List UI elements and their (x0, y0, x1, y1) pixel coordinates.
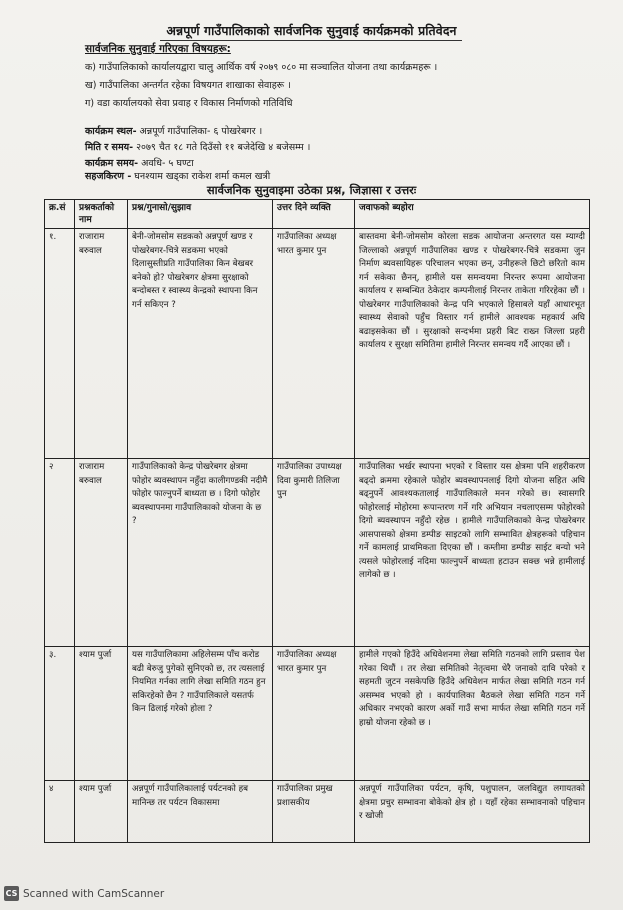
cell-name: राजाराम बरुवाल (75, 459, 128, 647)
table-row (45, 229, 590, 459)
cell-responder: गाउँपालिका प्रमुख प्रशासकीय (273, 781, 355, 843)
topic-item: ग) वडा कार्यालयको सेवा प्रवाह र विकास निर्माणको गतिविधि (85, 98, 293, 109)
meta-label: सहजकिरण - (85, 171, 132, 182)
cell-name: श्याम पुर्जा (75, 647, 128, 781)
table-row (45, 647, 590, 781)
meta-label: कार्यक्रम स्थल- (85, 126, 137, 137)
table-row (45, 459, 590, 647)
cell-answer: गाउँपालिका भर्खर स्थापना भएको र विस्तार यस क्षेत्रमा पनि शहरीकरण बढ्दो क्रममा रहेकाले फोहोर ब्यवस्थापनलाई दिगो योजना सहित अघि बढ्नुपर्ने आवश्यकतालाई गाउँपालिकाले मनन गरेको छ। स्वासगरि फोहोरलाई मोहोरमा रूपान्तरण गर्ने गरि अभियान नचलाएसम्म फोहोरको दिगो ब्यवस्थापन नहुँदो रहेछ । हामीले गाउँपालिकाको केन्द्र पोखरेबगर आसपासको क्षेत्रमा डम्पीङ साइटको लागि सम्भावित क्षेत्रहरूको पहिचान गर्ने कामलाई प्राथमिकता दिएका छौं । कम्तीमा डम्पीङ साईट बन्यो भने त्यसले फोहोरलाई नदिमा फाल्नुपर्ने बाध्यता हटाउन सक्छ भन्ने हामीलाई लागेको छ । (355, 459, 590, 647)
meta-facilitators (85, 169, 270, 182)
table-header-row (45, 200, 590, 229)
cell-responder: गाउँपालिका उपाध्यक्ष दिवा कुमारी तिलिजा पुन (273, 459, 355, 647)
meta-label: मिति र समय- (85, 142, 134, 153)
document-title: अन्नपूर्ण गाउँपालिकाको सार्वजनिक सुनुवाई कार्यक्रमको प्रतिवेदन (166, 23, 457, 38)
topic-item: ख) गाउँपालिका अन्तर्गत रहेका विषयगत शाखाका सेवाहरू । (85, 80, 291, 91)
header-answer: जवाफको ब्यहोरा (355, 200, 590, 229)
cell-serial: ३. (45, 647, 75, 781)
meta-value: घनश्याम खड्का राकेश शर्मा कमल खत्री (131, 171, 271, 182)
header-responder: उत्तर दिने व्यक्ति (273, 200, 355, 229)
meta-value: अवधि- ५ घण्टा (138, 158, 194, 169)
meta-venue (85, 124, 262, 137)
cell-serial: १. (45, 229, 75, 459)
meta-date-time (85, 140, 310, 153)
title-underline (160, 40, 462, 41)
cell-responder: गाउँपालिका अध्यक्ष भारत कुमार पुन (273, 229, 355, 459)
meta-value: २०७९ चैत १८ गते दिउँसो ११ बजेदेखि ४ बजेसम्म । (133, 142, 311, 153)
meta-label: कार्यक्रम समय- (85, 158, 139, 169)
cell-serial: ४ (45, 781, 75, 843)
meta-value: अन्नपूर्ण गाउँपालिका- ६ पोखरेबगर । (136, 126, 263, 137)
table-row (45, 781, 590, 843)
cell-question: बेनी-जोमसोम सडकको अन्नपूर्ण खण्ड र पोखरेबगर-चित्रे सडकमा भएको दिलासुस्तीप्रति गाउँपालिका किन बेखबर बनेको हो? पोखरेबगर क्षेत्रमा सुरक्षाको बन्दोबस्त र स्वास्थ्य केन्द्रको स्थापना किन गर्न सकिएन ? (128, 229, 273, 459)
header-questioner: प्रश्नकर्ताको नाम (75, 200, 128, 229)
cell-question: यस गाउँपालिकामा अहिलेसम्म पाँच करोड बढी बेरुजु पुगेको सुनिएको छ, तर त्यसलाई नियमित गर्नका लागि लेखा समिति गठन हुन सकिरहेको छैन ? गाउँपालिकाले यसतर्फ किन ढिलाई गरेको होला ? (128, 647, 273, 781)
cell-answer: हामीले गएको हिउँदे अधिवेशनमा लेखा समिति गठनको लागि प्रस्ताव पेश गरेका थियौं । तर लेखा समितिको नेतृत्वमा धेरै जनाको दावि परेको र सहमती जुटन नसकेपछि हिउँदे अधिवेशन मार्फत लेखा समिति गठन गर्न असम्भव भएको हो । कार्यपालिका बैठकले लेखा समिति गठन गर्ने अधिकार नभएको कारण अर्को गाउँ सभा मार्फत लेखा समिति गठन गर्ने हाम्रो योजना रहेको छ । (355, 647, 590, 781)
watermark-text: Scanned with CamScanner (23, 887, 165, 900)
cell-question: अन्नपूर्ण गाउँपालिकालाई पर्यटनको हब मानिन्छ तर पर्यटन विकासमा (128, 781, 273, 843)
qa-table (44, 199, 590, 843)
cell-name: श्याम पुर्जा (75, 781, 128, 843)
cell-name: राजाराम बरुवाल (75, 229, 128, 459)
topics-heading: सार्वजनिक सुनुवाई गरिएका विषयहरू: (85, 43, 231, 55)
cell-answer: बास्तवमा बेनी-जोमसोम कोरला सडक आयोजना अन्तरगत यस म्याग्दी जिल्लाको अन्नपूर्ण गाउँपालिका खण्ड र पोखरेबगर-चित्रे सडकमा जुन निर्माण ब्यवसायिहरू परिचालन भएका छन्, उनीहरूले छिटो छरितो काम गर्न सकेका छैनन्, हामीले यस समन्वयमा निरन्तर रूपमा आयोजना कार्यालय र सम्बन्धित ठेकेदार कम्पनीलाई निरन्तर ताकेता गरिरहेका छौं ।पोखरेबगर गाउँपालिकाको केन्द्र पनि भएकाले हिसाबले यहाँ आधारभूत स्वास्थ्य सेवाको पहुँच विस्तार गर्न हामीले आवश्यक महकार्य अघि बढाइसकेका छौं । सुरक्षाको सन्दर्भमा प्रहरी बिट राख्न जिल्ला प्रहरी कार्यालय र सुरक्षा समितिमा हामीले निरन्तर समन्वय गर्दै आएका छौं । (355, 229, 590, 459)
cell-responder: गाउँपालिका अध्यक्ष भारत कुमार पुन (273, 647, 355, 781)
topic-item: क) गाउँपालिकाको कार्यालयद्वारा चालु आर्थिक वर्ष २०७९ ०८० मा सञ्चालित योजना तथा कार्यक्रमहरू । (85, 62, 438, 73)
camscanner-logo-icon: CS (4, 886, 19, 901)
cell-serial: २ (45, 459, 75, 647)
header-serial: क्र.सं (45, 200, 75, 229)
scanner-watermark (4, 886, 164, 901)
table-subtitle: सार्वजनिक सुनुवाइमा उठेका प्रश्न, जिज्ञासा र उत्तरः (206, 183, 417, 197)
header-question: प्रश्न/गुनासो/सुझाव (128, 200, 273, 229)
cell-question: गाउँपालिकाको केन्द्र पोखरेबगर क्षेत्रमा फोहोर ब्यवस्थापन नहुँदा कालीगण्डकी नदीमै फोहोर फाल्नुपर्ने बाध्यता छ । दिगो फोहोर ब्यवस्थापनमा गाउँपालिकाको योजना के छ ? (128, 459, 273, 647)
cell-answer: अन्नपूर्ण गाउँपालिका पर्यटन, कृषि, पशुपालन, जलविद्युत लगायतको क्षेत्रमा प्रचुर सम्भावना बोकेको क्षेत्र हो । यहाँ रहेका सम्भावनाको पहिचान र खोजी (355, 781, 590, 843)
meta-duration (85, 156, 194, 169)
